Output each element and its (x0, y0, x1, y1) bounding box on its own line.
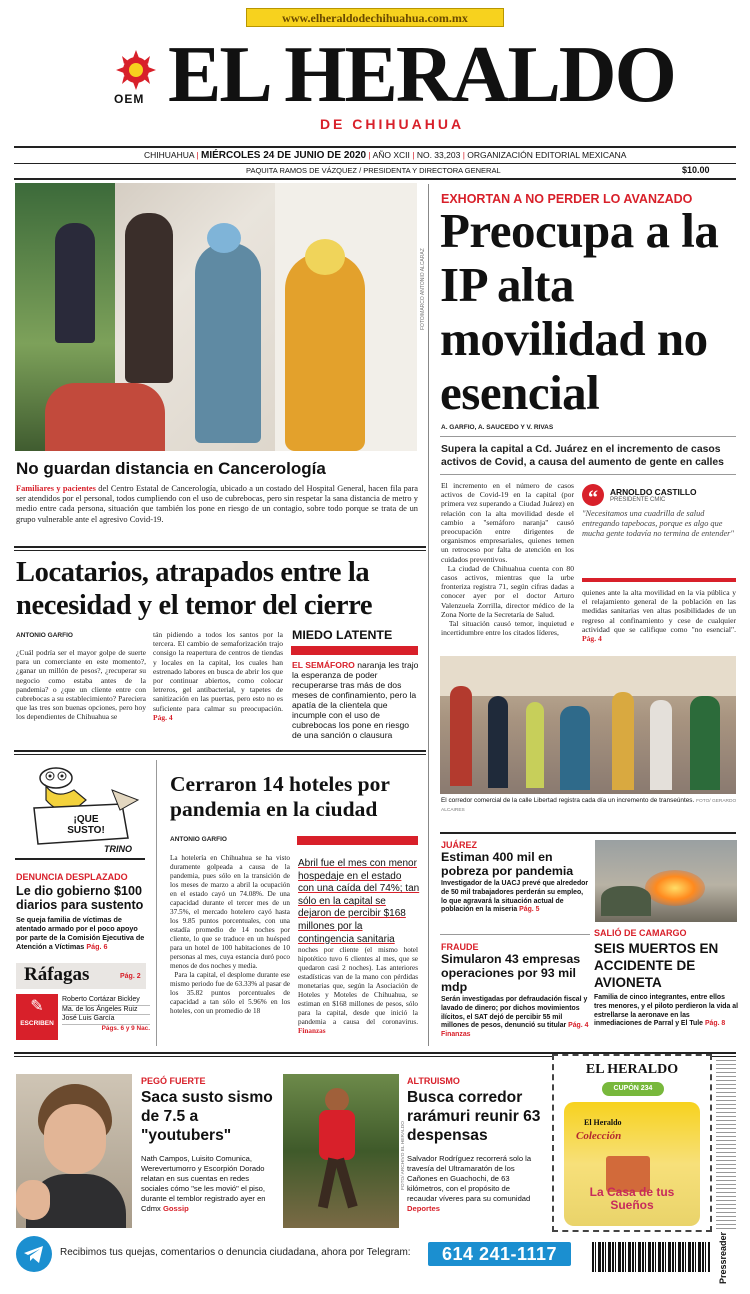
rafagas-author: José Luis García (62, 1015, 150, 1025)
fraude-page-ref[interactable]: Pág. 4 Finanzas (441, 1022, 589, 1039)
locatarios-body-col1: ¿Cuál podría ser el mayor golpe de suerte para un comerciante en este momento?, ¿ganar un millón de pesos?, ¿recuperar su negocio como estaba antes de la pandemia? o ¿que un cliente entre con cubrebocas a su establecimiento? Pareciera que las tres son buenas opciones, pero hoy los dependientes de Chihuahua se (16, 648, 146, 722)
main-page-ref[interactable]: Pág. 4 (582, 634, 602, 644)
cartoon[interactable] (16, 760, 146, 856)
telegram-icon (16, 1236, 52, 1272)
cartoon-signature: TRINO (104, 844, 132, 854)
main-body-p2: La ciudad de Chihuahua cuenta con 80 casos activos, mientras que la urbe fronteriza registra 71, según cifras dadas a conocer ayer por el doctor Arturo Valenzuela Zorrilla, director médico de la Zona Norte de la Secretaría de Salud. (441, 563, 574, 619)
camargo-body (594, 994, 738, 1029)
sismo-body (141, 1154, 275, 1214)
raramuri-headline[interactable]: Busca corredor rarámuri reunir 63 despensas (407, 1089, 541, 1144)
youtuber-photo[interactable] (16, 1074, 132, 1228)
oem-badge: OEM (114, 92, 145, 106)
price: $10.00 (682, 165, 710, 175)
juarez-page-ref[interactable]: Pág. 5 (519, 906, 540, 914)
hoteles-pull-quote: Abril fue el mes con menor hospedaje en el estado con una caída del 74%; tan sólo en la capital se dejaron de percibir $168 millones por la contingencia sanitaria (298, 858, 420, 945)
juarez-kicker: JUÁREZ (441, 840, 478, 850)
coupon-promo-script: Colección (576, 1130, 622, 1142)
raramuri-page-ref[interactable]: Deportes (407, 1204, 440, 1213)
camargo-kicker: SALIÓ DE CAMARGO (594, 928, 687, 938)
rafagas-page-ref[interactable]: Pág. 2 (120, 973, 141, 980)
rafagas-author: Roberto Cortázar Bickley (62, 996, 150, 1006)
hoteles-body1: La hotelería en Chihuahua se ha visto duramente golpeada a causa de la pandemia, pues sólo en la transición de los meses de marzo a abril la ocupación en el estado cayó un 74.08%. De una capacidad durante el tercer mes de un 37.5%, el mercado hotelero cayó hasta los 9.85 puntos porcentuales, con una estadía promedio de 14 noches por cliente, lo que se traduce en un huésped para un hotel de 100 habitaciones de 10 personas al mes, cuya estancia duró poco menos de dos noches y media. (170, 854, 290, 970)
main-body-p1: El incremento en el número de casos activos de Covid-19 en la capital (por primera vez superando a Ciudad Juárez) en relación con la alta movilidad desde el cambio a "semáforo naranja" causó preocupación entre dirigentes de organismos empresariales, quienes temen un retroceso por falta de atención en los cuidados preventivos. (441, 481, 574, 564)
quote-text: "Necesitamos una cuadrilla de salud entregando tapebocas, porque es algo que mucha gente todavía no termina de entender" (582, 509, 734, 538)
main-deck: Supera la capital a Cd. Juárez en el incremento de casos activos de Covid, a causa del aumento de gente en calles (441, 444, 724, 468)
newspaper-title: EL HERALDO (168, 31, 675, 119)
rafagas-authors-ref[interactable]: Págs. 6 y 9 Nac. (101, 1024, 150, 1032)
hoteles-body-col2 (298, 946, 418, 1036)
raramuri-body-text: Salvador Rodríguez recorrerá solo la travesía del Ultramaratón de los Cañones en Guachochi, de 63 kilómetros, con el propósito de recaudar víveres para su comunidad (407, 1154, 532, 1203)
coupon-label: CUPÓN 234 (602, 1082, 664, 1096)
issue-number: NO. 33,203 (416, 150, 461, 160)
miedo-latente-title: MIEDO LATENTE (292, 628, 393, 642)
runner-photo-credit: FOTO/ ARCHIVO EL HERALDO (401, 1120, 406, 1190)
hoteles-body-col1 (170, 854, 290, 1016)
lead-headline[interactable]: No guardan distancia en Cancerología (16, 459, 326, 478)
denuncia-body-text: Se queja familia de víctimas de atentado armado por el poco apoyo por parte de la Comisión Ejecutiva de Atención a Víctimas (16, 915, 145, 951)
runner-photo[interactable] (283, 1074, 399, 1228)
lead-photo-credit: FOTO/MARCO ANTONIO ALCARAZ (420, 248, 426, 330)
lead-caption-body: del Centro Estatal de Cancerología, ubicado a un costado del Hospital General, hacen fila para ser atendidos por el personal, todos cumpliendo con el uso de cubrebocas, pero sin respetar la sana distancia de metro y medio entre cada persona, situación que también los pone en riesgo de un contagio, sobre todo porque se trata de un grupo vulnerable ante el agresivo Covid-19. (16, 484, 418, 524)
oem-logo (110, 48, 162, 108)
telegram-message: Recibimos tus quejas, comentarios o denuncia ciudadana, ahora por Telegram: (60, 1247, 411, 1258)
pen-icon: ✎ (30, 998, 44, 1015)
juarez-body-text: Investigador de la UACJ prevé que alrededor de 50 mil trabajadores perderán su empleo, lo que agravará la situación actual de población en la miseria (441, 880, 589, 914)
hoteles-headline[interactable]: Cerraron 14 hoteles por pandemia en la ciudad (170, 772, 390, 821)
libertad-photo-caption (441, 797, 737, 815)
rafagas-authors (62, 996, 150, 1033)
escriben-label: ESCRIBEN (20, 1020, 54, 1027)
denuncia-page-ref[interactable]: Pág. 6 (86, 942, 108, 951)
fraude-headline[interactable]: Simularon 43 empresas operaciones por 93 mil mdp (441, 952, 581, 994)
quote-role: PRESIDENTE CMIC (610, 497, 666, 503)
libertad-street-photo[interactable] (440, 656, 736, 794)
locatarios-page-ref[interactable]: Pág. 4 (153, 712, 173, 722)
coupon-promo-main: La Casa de tus Sueños (589, 1185, 675, 1212)
main-body-p3: Tal situación causó temor, inquietud e incertidumbre entre los citados líderes, (441, 619, 574, 638)
telegram-phone[interactable]: 614 241-1117 (441, 1244, 558, 1264)
camargo-body-text: Familia de cinco integrantes, entre ellos tres menores, y el piloto perdieron la vida al estrellarse la aeronave en las inmediaciones de Parral y El Tule (594, 994, 738, 1028)
year: AÑO XCII (372, 150, 410, 160)
hoteles-byline: ANTONIO GARFIO (170, 836, 227, 843)
denuncia-body (16, 915, 150, 951)
url-banner (246, 8, 504, 27)
quote-name: ARNOLDO CASTILLO (610, 487, 697, 497)
camargo-page-ref[interactable]: Pág. 8 (704, 1020, 726, 1028)
rafagas-author: Ma. de los Ángeles Ruiz (62, 1006, 150, 1016)
dateline: CHIHUAHUA | MIÉRCOLES 24 DE JUNIO DE 2020 | AÑO XCII | NO. 33,203 | ORGANIZACIÓN EDITORIAL MEXICANA (144, 150, 627, 161)
telegram-phone-box (428, 1242, 571, 1266)
coupon-side-text (716, 1060, 736, 1230)
rafagas-title: Ráfagas (24, 964, 90, 985)
lead-caption (16, 484, 418, 525)
main-headline[interactable]: Preocupa a la IP alta movilidad no esencial (440, 203, 719, 420)
barcode (592, 1242, 710, 1272)
escriben-badge (16, 994, 58, 1040)
cartoon-speech: ¡QUE SUSTO! (67, 814, 105, 836)
cancerologia-photo[interactable] (15, 183, 417, 451)
quote-icon: “ (582, 484, 604, 506)
quote-box (582, 484, 736, 578)
juarez-body (441, 880, 589, 915)
hoteles-page-ref[interactable]: Finanzas (298, 1027, 326, 1035)
locatarios-body-col2 (153, 630, 283, 722)
raramuri-kicker: ALTRUISMO (407, 1076, 460, 1086)
hoteles-body3: noches por cliente (el mismo hotel hipotético tuvo 6 clientes al mes, que se quedaron casi 2 noches). Las anteriores estadísticas van de la mano con pérdidas monetarias que, según la Asociación de Hoteles y Moteles de Chihuahua, se estiman en $168 millones de pesos, sólo para la capital, desde que inició la pandemia a causa del coronavirus. (298, 946, 418, 1026)
fraude-kicker: FRAUDE (441, 942, 479, 952)
sismo-kicker: PEGÓ FUERTE (141, 1076, 206, 1086)
avioneta-photo[interactable] (595, 840, 737, 922)
coupon[interactable] (552, 1054, 712, 1232)
main-kicker: EXHORTAN A NO PERDER LO AVANZADO (441, 192, 693, 206)
raramuri-body (407, 1154, 541, 1214)
locatarios-byline: ANTONIO GARFIO (16, 632, 73, 639)
miedo-latente-text: naranja les trajo la esperanza de poder recuperarse tras más de dos meses de confinamiento, pero la apatía de la clientela que incumple con el uso de cubrebocas los pone en riesgo de una sanción o clausura (292, 660, 419, 740)
denuncia-kicker: DENUNCIA DESPLAZADO (16, 872, 128, 882)
rafagas-box (16, 963, 146, 989)
camargo-headline[interactable]: SEIS MUERTOS EN ACCIDENTE DE AVIONETA (594, 941, 719, 990)
main-body-col2 (582, 588, 736, 643)
locatarios-headline[interactable]: Locatarios, atrapados entre la necesidad y el temor del cierre (16, 557, 373, 621)
coupon-promo (564, 1102, 700, 1226)
sismo-body-text: Nath Campos, Luisito Comunica, Werevertumorro y Escorpión Dorado relatan en sus cuentas en redes sociales cómo "se les movió" el piso, durante el temblor registrado ayer en Cdmx (141, 1154, 266, 1213)
pressreader-label: Pressreader (718, 1231, 728, 1284)
coupon-brand: EL HERALDO (585, 1062, 679, 1077)
date: MIÉRCOLES 24 DE JUNIO DE 2020 (201, 150, 367, 161)
sismo-headline[interactable]: Saca susto sismo de 7.5 a "youtubers" (141, 1089, 273, 1144)
telegram-bar[interactable] (16, 1236, 571, 1272)
main-body-col1 (441, 481, 574, 637)
locatarios-body2: tán pidiendo a todos los santos por la tercera. El cambio de semaforización trajo consigo la reapertura de centros de tiendas y locales en la capital, los cuales han estrenado labores en busca de abrir los que por continuar abiertos, como colocar letreros, gel antibacterial, y tapetes de sanitización en las puertas, pero esto no es suficiente para calmar su preocupación. (153, 630, 283, 713)
libertad-photo-credit: FOTO/ GERARDO ALCAIRES (441, 799, 737, 813)
lead-caption-lead-in: Familiares y pacientes (16, 484, 96, 493)
juarez-headline[interactable]: Estiman 400 mil en pobreza por pandemia (441, 850, 574, 878)
coupon-promo-top: El Heraldo (584, 1118, 622, 1127)
url-text[interactable]: www.elheraldodechihuahua.com.mx (282, 11, 468, 25)
newspaper-subtitle: DE CHIHUAHUA (319, 116, 465, 132)
denuncia-headline[interactable]: Le dio gobierno $100 diarios para sustento (16, 884, 144, 912)
director-line: PAQUITA RAMOS DE VÁZQUEZ / PRESIDENTA Y DIRECTORA GENERAL (246, 166, 501, 175)
fraude-body-text: Serán investigadas por defraudación fiscal y lavado de dinero; por dichos movimientos ilícitos, el SAT dejó de percibir 55 mil millones de pesos, denunció su titular (441, 996, 588, 1030)
org-name: ORGANIZACIÓN EDITORIAL MEXICANA (467, 150, 627, 160)
cartoon-illustration-icon (16, 760, 146, 856)
main-body-p4: quienes ante la alta movilidad en la vía pública y el relajamiento general de la población en las medidas sanitarias ven altas posibilidades de un regreso al confinamiento y cese de cualquier actividad que se califique como "no esencial". (582, 588, 736, 634)
miedo-latente-lead: EL SEMÁFORO (292, 660, 355, 670)
sismo-page-ref[interactable]: Gossip (162, 1204, 189, 1213)
main-byline: A. GARFIO, A. SAUCEDO Y V. RIVAS (441, 424, 554, 431)
miedo-latente-body (292, 660, 420, 740)
hoteles-body2: Para la capital, el desplome durante ese mismo periodo fue de 63.33% al pasar de los 35.82 puntos porcentuales de capacidad a tan sólo el 5.96% en los hoteles, con un promedio de 18 (170, 971, 290, 1015)
city: CHIHUAHUA (144, 150, 195, 160)
libertad-caption-text: El corredor comercial de la calle Libertad registra cada día un incremento de transeúntes. (441, 797, 695, 804)
fraude-body (441, 996, 589, 1040)
